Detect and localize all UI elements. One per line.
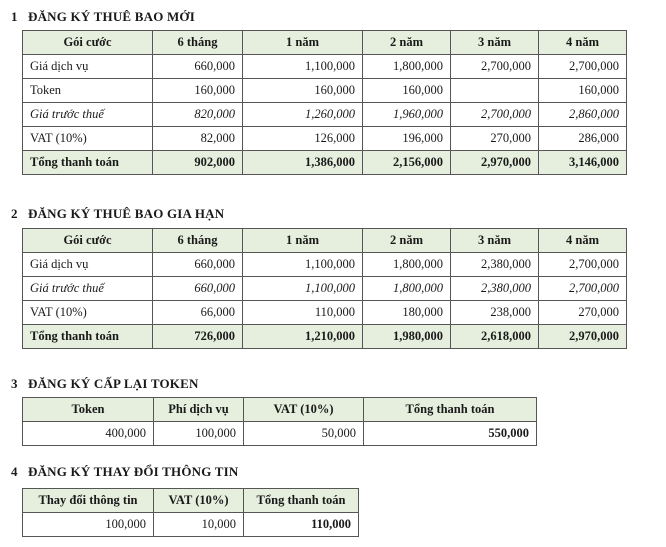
cell-value: 1,260,000 [243, 103, 363, 127]
cell-value: 1,100,000 [243, 253, 363, 277]
cell-value: 270,000 [451, 127, 539, 151]
column-header: Gói cước [23, 229, 153, 253]
column-header: 6 tháng [153, 229, 243, 253]
section-4-title: 4 ĐĂNG KÝ THAY ĐỔI THÔNG TIN [11, 464, 239, 479]
cell-value: 196,000 [363, 127, 451, 151]
table-row [23, 277, 627, 301]
column-header: Gói cước [23, 31, 153, 55]
cell-value: 1,800,000 [363, 55, 451, 79]
column-header: 3 năm [451, 229, 539, 253]
cell-value: 2,970,000 [539, 325, 627, 349]
cell-value: 660,000 [153, 253, 243, 277]
column-header: Token [23, 398, 154, 422]
cell-value: 2,380,000 [451, 253, 539, 277]
cell-value: 2,700,000 [539, 277, 627, 301]
cell-value: 160,000 [539, 79, 627, 103]
row-label: Giá dịch vụ [23, 55, 153, 79]
row-label: Giá dịch vụ [23, 253, 153, 277]
table-row [23, 422, 537, 446]
cell-value: 126,000 [243, 127, 363, 151]
row-label: Giá trước thuế [23, 103, 153, 127]
cell-value: 2,860,000 [539, 103, 627, 127]
column-header: 4 năm [539, 229, 627, 253]
cell-value: 2,618,000 [451, 325, 539, 349]
cell-value: 550,000 [364, 422, 537, 446]
new-subscription-table [22, 30, 627, 175]
column-header: Phí dịch vụ [154, 398, 244, 422]
cell-value: 1,960,000 [363, 103, 451, 127]
cell-value: 400,000 [23, 422, 154, 446]
cell-value: 1,386,000 [243, 151, 363, 175]
section-2-title: 2 ĐĂNG KÝ THUÊ BAO GIA HẠN [11, 206, 225, 221]
row-label: Tổng thanh toán [23, 151, 153, 175]
table-row [23, 55, 627, 79]
total-row [23, 151, 627, 175]
cell-value: 1,800,000 [363, 277, 451, 301]
cell-value: 2,380,000 [451, 277, 539, 301]
column-header: Thay đổi thông tin [23, 489, 154, 513]
row-label: VAT (10%) [23, 301, 153, 325]
cell-value: 820,000 [153, 103, 243, 127]
table-row [23, 513, 359, 537]
cell-value: 1,210,000 [243, 325, 363, 349]
cell-value: 180,000 [363, 301, 451, 325]
column-header: 4 năm [539, 31, 627, 55]
column-header: VAT (10%) [154, 489, 244, 513]
info-change-table [22, 488, 359, 537]
column-header: 2 năm [363, 229, 451, 253]
table-row [23, 127, 627, 151]
cell-value: 660,000 [153, 277, 243, 301]
cell-value: 660,000 [153, 55, 243, 79]
cell-value: 286,000 [539, 127, 627, 151]
cell-value: 1,980,000 [363, 325, 451, 349]
table-row [23, 301, 627, 325]
row-label: Giá trước thuế [23, 277, 153, 301]
cell-value: 10,000 [154, 513, 244, 537]
row-label: VAT (10%) [23, 127, 153, 151]
cell-value: 2,700,000 [451, 103, 539, 127]
column-header: 2 năm [363, 31, 451, 55]
table-header-row [23, 229, 627, 253]
cell-value: 110,000 [243, 301, 363, 325]
cell-value: 160,000 [363, 79, 451, 103]
cell-value: 100,000 [23, 513, 154, 537]
cell-value: 270,000 [539, 301, 627, 325]
cell-value: 1,100,000 [243, 277, 363, 301]
cell-value: 66,000 [153, 301, 243, 325]
column-header: 3 năm [451, 31, 539, 55]
section-3-title: 3 ĐĂNG KÝ CẤP LẠI TOKEN [11, 376, 199, 391]
column-header: Tổng thanh toán [244, 489, 359, 513]
cell-value [451, 79, 539, 103]
table-header-row [23, 398, 537, 422]
column-header: Tổng thanh toán [364, 398, 537, 422]
token-reissue-table [22, 397, 537, 446]
cell-value: 110,000 [244, 513, 359, 537]
table-row [23, 79, 627, 103]
cell-value: 160,000 [243, 79, 363, 103]
table-header-row [23, 489, 359, 513]
table-header-row [23, 31, 627, 55]
cell-value: 160,000 [153, 79, 243, 103]
cell-value: 100,000 [154, 422, 244, 446]
total-row [23, 325, 627, 349]
cell-value: 3,146,000 [539, 151, 627, 175]
table-row [23, 253, 627, 277]
cell-value: 2,700,000 [539, 55, 627, 79]
column-header: 1 năm [243, 31, 363, 55]
cell-value: 238,000 [451, 301, 539, 325]
cell-value: 82,000 [153, 127, 243, 151]
cell-value: 902,000 [153, 151, 243, 175]
cell-value: 2,970,000 [451, 151, 539, 175]
cell-value: 50,000 [244, 422, 364, 446]
cell-value: 2,700,000 [451, 55, 539, 79]
table-row [23, 103, 627, 127]
row-label: Token [23, 79, 153, 103]
column-header: 6 tháng [153, 31, 243, 55]
cell-value: 1,100,000 [243, 55, 363, 79]
cell-value: 2,700,000 [539, 253, 627, 277]
cell-value: 2,156,000 [363, 151, 451, 175]
row-label: Tổng thanh toán [23, 325, 153, 349]
column-header: 1 năm [243, 229, 363, 253]
cell-value: 1,800,000 [363, 253, 451, 277]
section-1-title: 1 ĐĂNG KÝ THUÊ BAO MỚI [11, 9, 195, 24]
column-header: VAT (10%) [244, 398, 364, 422]
renewal-subscription-table [22, 228, 627, 349]
cell-value: 726,000 [153, 325, 243, 349]
